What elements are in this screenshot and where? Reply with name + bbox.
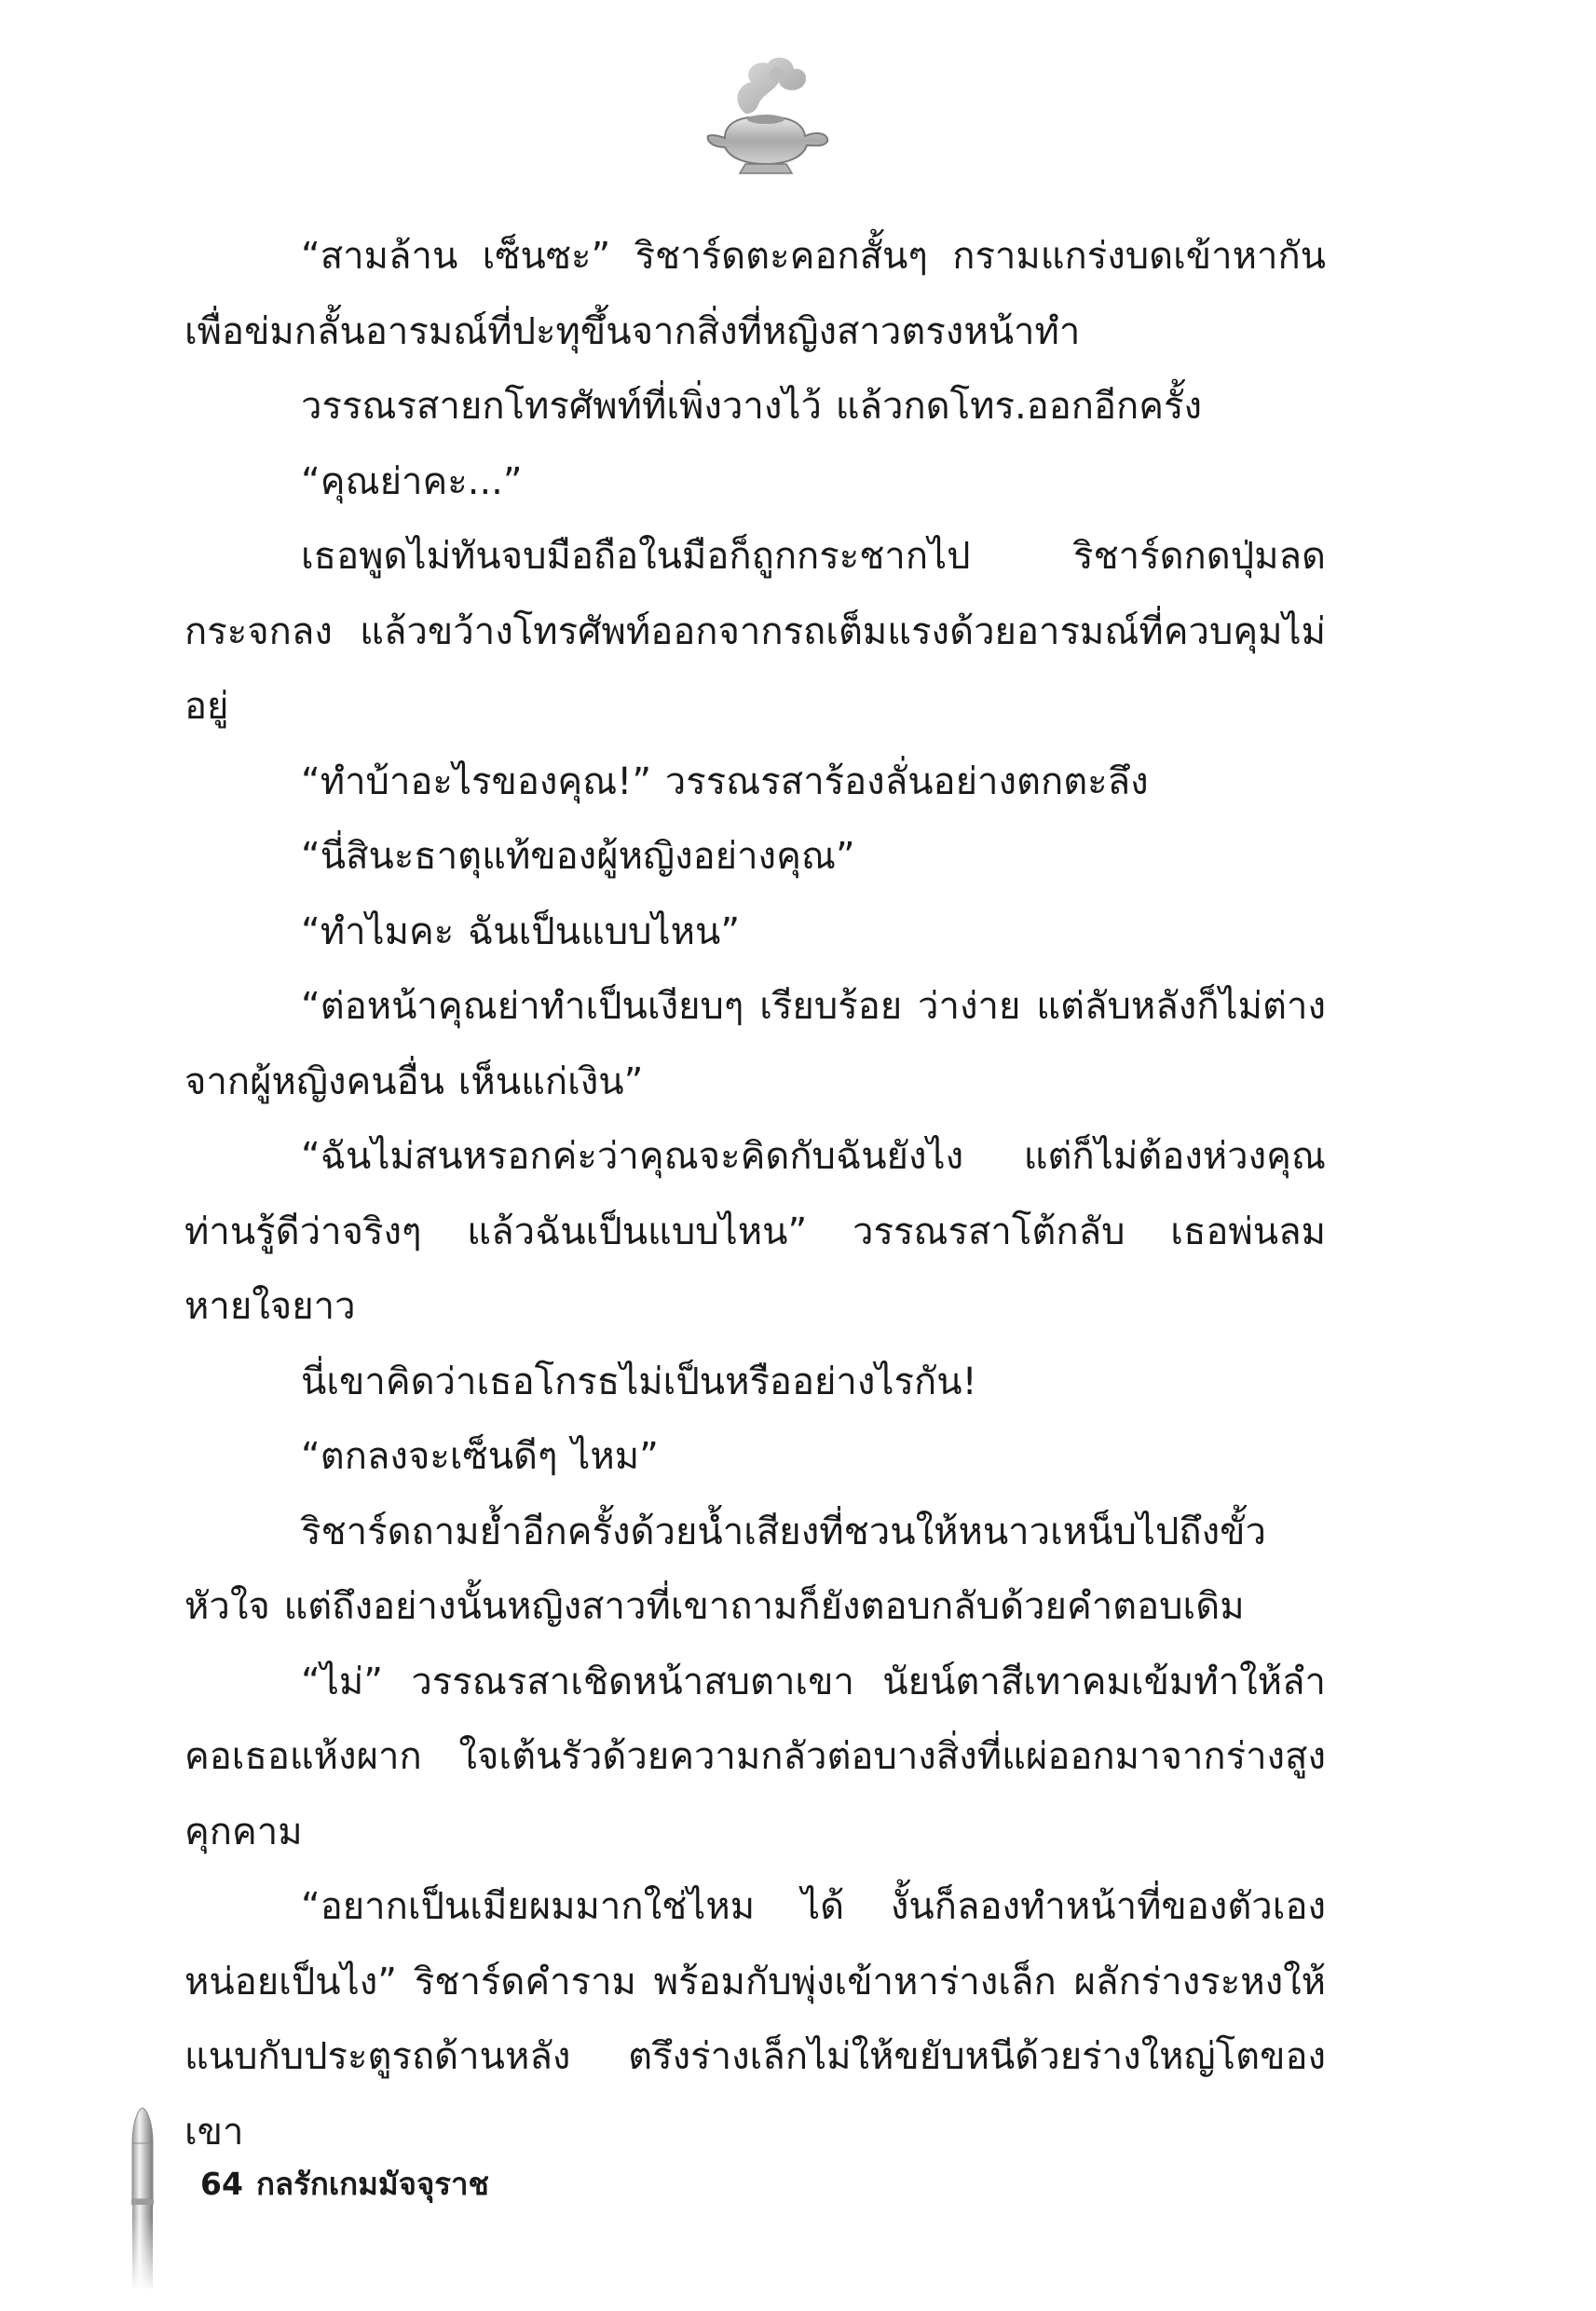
page-body — [184, 219, 1326, 2169]
paragraph: “ทำบ้าอะไรของคุณ!” วรรณรสาร้องลั่นอย่างตกตะลึง — [301, 759, 1149, 803]
paragraph: “ตกลงจะเซ็นดีๆ ไหม” — [301, 1435, 659, 1478]
paragraph: “ไม่” วรรณรสาเชิดหน้าสบตาเขา นัยน์ตาสีเทาคมเข้มทำให้ลำคอเธอแห้งผาก ใจเต้นรัวด้วยความกลัวต่อบางสิ่งที่แผ่ออกมาจากร่างสูงคุกคาม — [184, 1660, 1326, 1853]
paragraph: “นี่สินะธาตุแท้ของผู้หญิงอย่างคุณ” — [301, 835, 855, 878]
paragraph: “อยากเป็นเมียผมมากใช่ไหม ได้ งั้นก็ลองทำหน้าที่ของตัวเองหน่อยเป็นไง” ริชาร์ดคำราม พร้อมกับพุ่งเข้าหาร่างเล็ก ผลักร่างระหงให้แนบกับประตูรถด้านหลัง ตรึงร่างเล็กไม่ให้ขยับหนีด้วยร่างใหญ่โตของเขา — [184, 1885, 1326, 2154]
paragraph: “ฉันไม่สนหรอกค่ะว่าคุณจะคิดกับฉันยังไง แต่ก็ไม่ต้องห่วงคุณท่านรู้ดีว่าจริงๆ แล้วฉันเป็นแบบไหน” วรรณรสาโต้กลับ เธอพ่นลมหายใจยาว — [184, 1135, 1326, 1328]
paragraph: เธอพูดไม่ทันจบมือถือในมือก็ถูกกระชากไป ริชาร์ดกดปุ่มลดกระจกลง แล้วขว้างโทรศัพท์ออกจากรถเต็มแรงด้วยอารมณ์ที่ควบคุมไม่อยู่ — [184, 535, 1326, 728]
paragraph: “คุณย่าคะ...” — [301, 459, 523, 503]
bullet-icon — [129, 2106, 157, 2292]
paragraph: นี่เขาคิดว่าเธอโกรธไม่เป็นหรืออย่างไรกัน! — [301, 1360, 977, 1403]
page-number: 64 — [200, 2166, 243, 2202]
paragraph: วรรณรสายกโทรศัพท์ที่เพิ่งวางไว้ แล้วกดโทร.ออกอีกครั้ง — [301, 385, 1202, 428]
paragraph: ริชาร์ดถามย้ำอีกครั้งด้วยน้ำเสียงที่ชวนให้หนาวเหน็บไปถึงขั้วหัวใจ แต่ถึงอย่างนั้นหญิงสาวที่เขาถามก็ยังตอบกลับด้วยคำตอบเดิม — [184, 1510, 1266, 1628]
paragraph: “ทำไมคะ ฉันเป็นแบบไหน” — [301, 909, 741, 953]
paragraph: “ต่อหน้าคุณย่าทำเป็นเงียบๆ เรียบร้อย ว่าง่าย แต่ลับหลังก็ไม่ต่างจากผู้หญิงคนอื่น เห็นแก่เงิน” — [184, 985, 1326, 1103]
book-title: กลรักเกมมัจจุราช — [255, 2166, 489, 2202]
page-footer — [200, 2159, 502, 2208]
genie-lamp-icon — [688, 48, 837, 179]
paragraph: “สามล้าน เซ็นซะ” ริชาร์ดตะคอกสั้นๆ กรามแกร่งบดเข้าหากัน เพื่อข่มกลั้นอารมณ์ที่ปะทุขึ้นจากสิ่งที่หญิงสาวตรงหน้าทำ — [184, 235, 1326, 353]
